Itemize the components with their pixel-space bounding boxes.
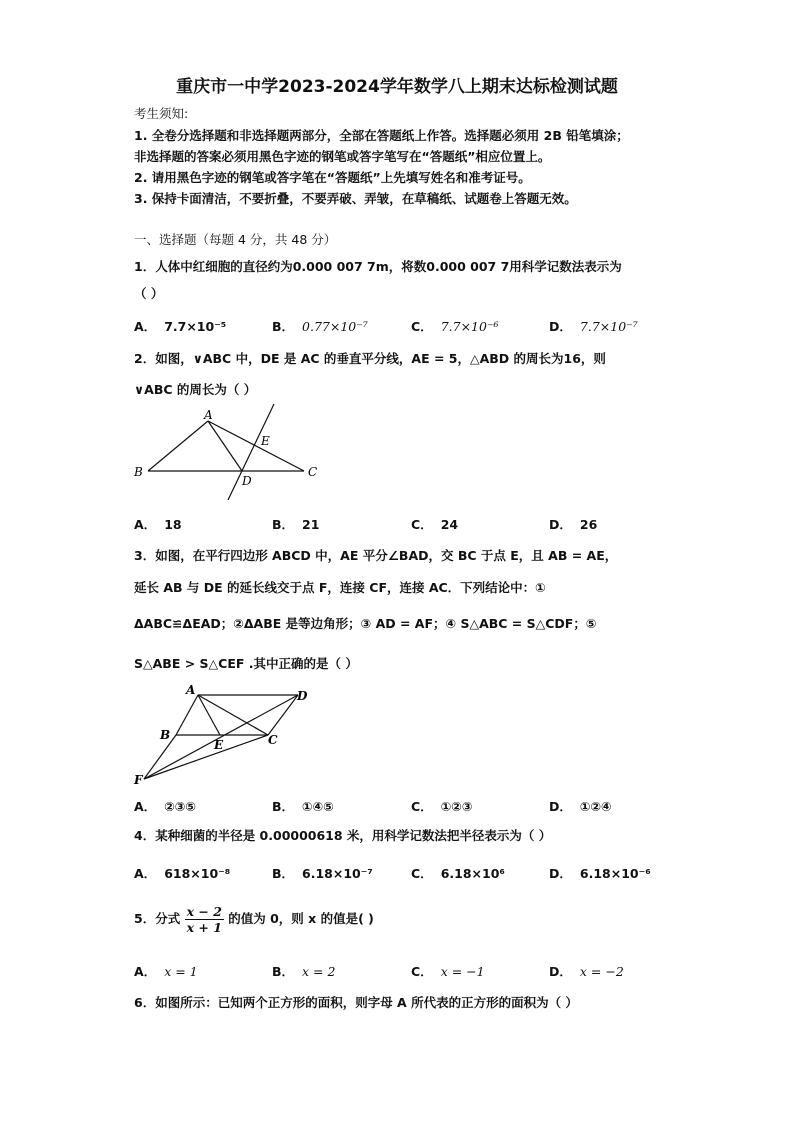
segment-dc xyxy=(268,695,298,735)
label-d: D xyxy=(242,474,252,488)
option-label: B． xyxy=(272,799,295,814)
option-label: B． xyxy=(272,964,295,979)
q5-prefix: 5．分式 xyxy=(134,911,181,926)
q1-option-c[interactable] xyxy=(411,317,499,335)
q1-blank: （ ） xyxy=(134,286,164,301)
q2-line-2: ∨ABC 的周长为（ ） xyxy=(134,382,257,397)
segment-ab xyxy=(176,695,198,735)
label-f: F xyxy=(134,773,143,787)
q3-parallelogram-figure xyxy=(128,680,318,790)
q3-line-3: ΔABC≌ΔEAD；②ΔABE 是等边角形；③ AD = AF；④ S△ABC = S△CDF；⑤ xyxy=(134,616,597,631)
q3-line-1: 3．如图，在平行四边形 ABCD 中，AE 平分∠BAD，交 BC 于点 E，且 AB = AE， xyxy=(134,548,618,563)
option-label: D． xyxy=(549,319,572,334)
q2-option-d[interactable] xyxy=(549,515,597,533)
option-value: x = 1 xyxy=(164,964,198,979)
option-value: ①②④ xyxy=(579,799,612,814)
option-value: ①②③ xyxy=(440,799,473,814)
option-value: ②③⑤ xyxy=(164,799,196,814)
option-value: ①④⑤ xyxy=(302,799,334,814)
q5-text xyxy=(134,904,374,935)
q2-option-c[interactable] xyxy=(411,515,458,533)
option-value: 7.7×10⁻⁶ xyxy=(440,319,499,334)
option-value: x = −1 xyxy=(440,964,485,979)
option-label: B． xyxy=(272,319,295,334)
option-label: C． xyxy=(411,319,433,334)
q3-line-4: S△ABE > S△CEF .其中正确的是（ ） xyxy=(134,656,358,671)
option-value: 7.7×10⁻⁵ xyxy=(164,319,227,334)
q3-option-c[interactable] xyxy=(411,797,472,815)
segment-ab xyxy=(148,421,208,471)
option-value: x = −2 xyxy=(579,964,624,979)
segment-ac xyxy=(208,421,304,471)
option-value: 6.18×10⁶ xyxy=(440,866,505,881)
q3-option-d[interactable] xyxy=(549,797,612,815)
q5-numerator: x − 2 xyxy=(186,904,222,919)
option-label: C． xyxy=(411,799,433,814)
q6-text: 6．如图所示：已知两个正方形的面积，则字母 A 所代表的正方形的面积为（ ） xyxy=(134,995,578,1010)
option-label: B． xyxy=(272,517,295,532)
q2-line-1: 2．如图，∨ABC 中，DE 是 AC 的垂直平分线，AE = 5，△ABD 的周长为16，则 xyxy=(134,351,606,366)
q5-fraction xyxy=(185,904,224,935)
option-label: C． xyxy=(411,517,433,532)
notice-line-3: 2. 请用黑色字迹的钢笔或答字笔在“答题纸”上先填写姓名和准考证号。 xyxy=(134,170,531,185)
section-heading: 一、选择题（每题 4 分，共 48 分） xyxy=(134,232,337,247)
label-b: B xyxy=(134,465,143,479)
option-label: B． xyxy=(272,866,295,881)
q3-line-2: 延长 AB 与 DE 的延长线交于点 F，连接 CF，连接 AC．下列结论中：① xyxy=(134,580,546,595)
label-b: B xyxy=(160,728,171,742)
q2-option-b[interactable] xyxy=(272,515,319,533)
q5-denominator: x + 1 xyxy=(186,920,222,935)
q3-option-b[interactable] xyxy=(272,797,334,815)
option-value: 618×10⁻⁸ xyxy=(164,866,231,881)
q4-option-b[interactable] xyxy=(272,864,373,882)
q5-option-b[interactable] xyxy=(272,962,335,980)
q5-option-c[interactable] xyxy=(411,962,485,980)
option-label: A． xyxy=(134,866,157,881)
option-value: 0.77×10⁻⁷ xyxy=(302,319,368,334)
page-title: 重庆市一中学2023-2024学年数学八上期末达标检测试题 xyxy=(176,77,618,97)
label-c: C xyxy=(308,465,318,479)
option-value: x = 2 xyxy=(302,964,336,979)
q5-option-d[interactable] xyxy=(549,962,624,980)
option-value: 18 xyxy=(164,517,182,532)
label-e: E xyxy=(261,434,270,448)
option-label: A． xyxy=(134,964,157,979)
q1-option-a[interactable] xyxy=(134,317,226,335)
label-e: E xyxy=(214,738,224,752)
option-value: 7.7×10⁻⁷ xyxy=(579,319,638,334)
label-d: D xyxy=(297,689,308,703)
option-label: D． xyxy=(549,517,572,532)
q5-option-a[interactable] xyxy=(134,962,198,980)
q1-option-b[interactable] xyxy=(272,317,368,335)
option-value: 24 xyxy=(440,517,459,532)
label-c: C xyxy=(268,733,278,747)
option-label: D． xyxy=(549,964,572,979)
option-label: C． xyxy=(411,964,433,979)
notice-line-2: 非选择题的答案必须用黑色字迹的钢笔或答字笔写在“答题纸”相应位置上。 xyxy=(134,149,551,164)
notice-line-1: 1. 全卷分选择题和非选择题两部分，全部在答题纸上作答。选择题必须用 2B 铅笔填涂； xyxy=(134,128,629,143)
option-value: 6.18×10⁻⁷ xyxy=(302,866,373,881)
q5-suffix: 的值为 0，则 x 的值是( ) xyxy=(228,911,374,926)
option-value: 6.18×10⁻⁶ xyxy=(579,866,651,881)
q3-option-a[interactable] xyxy=(134,797,196,815)
option-label: C． xyxy=(411,866,433,881)
label-a: A xyxy=(204,408,213,422)
option-label: D． xyxy=(549,799,572,814)
q4-text: 4．某种细菌的半径是 0.00000618 米，用科学记数法把半径表示为（ ） xyxy=(134,828,552,843)
q4-option-d[interactable] xyxy=(549,864,651,882)
option-label: A． xyxy=(134,319,157,334)
q2-triangle-figure xyxy=(128,402,328,504)
q2-option-a[interactable] xyxy=(134,515,182,533)
notice-line-4: 3. 保持卡面清洁，不要折叠，不要弄破、弄皱，在草稿纸、试题卷上答题无效。 xyxy=(134,191,577,206)
q1-option-d[interactable] xyxy=(549,317,638,335)
option-value: 21 xyxy=(302,517,320,532)
notice-heading: 考生须知: xyxy=(134,106,189,121)
option-label: A． xyxy=(134,799,157,814)
label-a: A xyxy=(186,683,196,697)
option-label: A． xyxy=(134,517,157,532)
q4-option-c[interactable] xyxy=(411,864,505,882)
q1-text: 1．人体中红细胞的直径约为0.000 007 7m，将数0.000 007 7用科学记数法表示为 xyxy=(134,259,622,274)
option-label: D． xyxy=(549,866,572,881)
q4-option-a[interactable] xyxy=(134,864,230,882)
segment-ad xyxy=(208,421,242,471)
option-value: 26 xyxy=(579,517,598,532)
